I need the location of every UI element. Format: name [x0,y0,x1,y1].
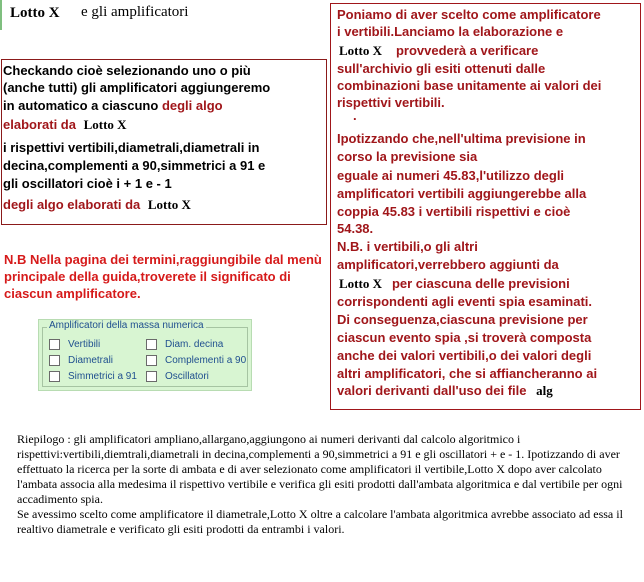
brand-name: Lotto X [339,276,382,291]
example-line: amplificatori,verrebbero aggiunti da [337,257,559,272]
summary-paragraph: Se avessimo scelto come amplificatore il diametrale,Lotto X oltre a calcolare l'ambata algoritmica avrebbe associato ad essa il realtivo diametrale e verificato gli esiti prodotti da entrambi i valori. [17,507,623,536]
explanation-line [3,196,191,213]
checkbox-label: Simmetrici a 91 [68,371,137,382]
example-line: Ipotizzando che,nell'ultima previsione in [337,131,586,146]
example-line: altri amplificatori, che si affiancheranno ai [337,366,598,381]
example-line [339,275,570,292]
highlight-text: degli algo [161,98,223,113]
checkbox-label: Complementi a 90 [165,355,247,366]
explanation-line: gli oscillatori cioè i + 1 e - 1 [3,176,172,191]
example-line: Poniamo di aver scelto come amplificatore [337,7,601,22]
example-line: 54.38. [337,221,374,236]
example-line: sull'archivio gli esiti ottenuti dalle [337,61,546,76]
example-text: provvederà a verificare [395,43,539,58]
example-text: per ciascuna delle previsioni [391,276,570,291]
checkbox-simmetrici[interactable] [49,371,137,382]
checkbox-vertibili[interactable] [49,339,100,350]
explanation-line: decina,complementi a 90,simmetrici a 91 e [3,158,266,173]
checkbox-label: Diam. decina [165,339,224,350]
amplifiers-legend: Amplificatori della massa numerica [49,320,204,331]
example-line: combinazioni base unitamente ai valori dei [337,78,602,93]
checkbox-box[interactable] [146,339,157,350]
example-line: i vertibili.Lanciamo la elaborazione e [337,24,564,39]
checkbox-label: Diametrali [68,355,114,366]
brand-name: Lotto X [147,197,191,212]
summary [17,432,627,537]
checkbox-diametrali[interactable] [49,355,113,366]
checkbox-box[interactable] [146,371,157,382]
example-line: . [353,108,357,123]
example-line: Di conseguenza,ciascuna previsione per [337,312,588,327]
example-text: valori derivanti dall'uso dei file [337,383,527,398]
highlight-text: elaborati da [3,117,76,132]
brand-name: Lotto X [339,43,382,58]
page-title: e gli amplificatori [81,4,189,20]
example-line: corso la previsione sia [337,149,478,164]
explanation-box [1,59,327,225]
checkbox-label: Vertibili [68,339,101,350]
explanation-line [3,97,223,114]
explanation-line: i rispettivi vertibili,diametrali,diametrali in [3,140,260,155]
explanation-line: (anche tutti) gli amplificatori aggiungeremo [3,80,271,95]
example-line: coppia 45.83 i vertibili rispettivi e cioè [337,204,571,219]
title-box [0,0,324,30]
amplifiers-panel [38,319,252,391]
checkbox-oscillatori[interactable] [146,371,209,382]
checkbox-complementi[interactable] [146,355,246,366]
explanation-line: Checkando cioè selezionando uno o più [3,63,251,78]
highlight-text: degli algo elaborati da [3,197,141,212]
example-line [337,382,553,399]
example-line: anche dei valori vertibili,o dei valori degli [337,348,592,363]
checkbox-box[interactable] [49,355,60,366]
brand-name: Lotto X [10,5,60,21]
checkbox-box[interactable] [146,355,157,366]
checkbox-diam-decina[interactable] [146,339,223,350]
checkbox-box[interactable] [49,339,60,350]
summary-paragraph: Riepilogo : gli amplificatori ampliano,allargano,aggiungono ai numeri derivanti dal calcolo algoritmico i rispettivi:vertibili,diemtrali,diametrali in decina,complementi a 90,simmetrici a 91 e gli oscillatori + e - 1. Ipotizzando di aver effettuato la ricerca per la sorte di ambata e di aver selezionato come amplificatori il vertibile,Lotto X dopo aver calcolato l'ambata associa alla medesima il rispettivo vertibile e verifica gli esiti prodotti dall'ambata algoritmica e dal vertibile per ogni accadimento spia. [17,432,623,506]
example-box [330,3,641,410]
example-line: corrispondenti agli eventi spia esaminati. [337,294,593,309]
checkbox-box[interactable] [49,371,60,382]
example-line [339,42,538,59]
example-line: N.B. i vertibili,o gli altri [337,239,478,254]
example-line: ciascun evento spia ,si troverà composta [337,330,592,345]
explanation-line [3,116,127,133]
checkbox-label: Oscillatori [165,371,209,382]
example-line: amplificatori vertibili aggiungerebbe alla [337,186,587,201]
explanation-text: in automatico a ciascuno [3,98,162,113]
brand-name: Lotto X [83,117,127,132]
file-extension: alg [536,383,553,398]
example-line: rispettivi vertibili. [337,95,445,110]
nb-note: N.B Nella pagina dei termini,raggiungibile dal menù principale della guida,troverete il significato di ciascun amplificatore. [4,252,322,301]
example-line: eguale ai numeri 45.83,l'utilizzo degli [337,168,565,183]
